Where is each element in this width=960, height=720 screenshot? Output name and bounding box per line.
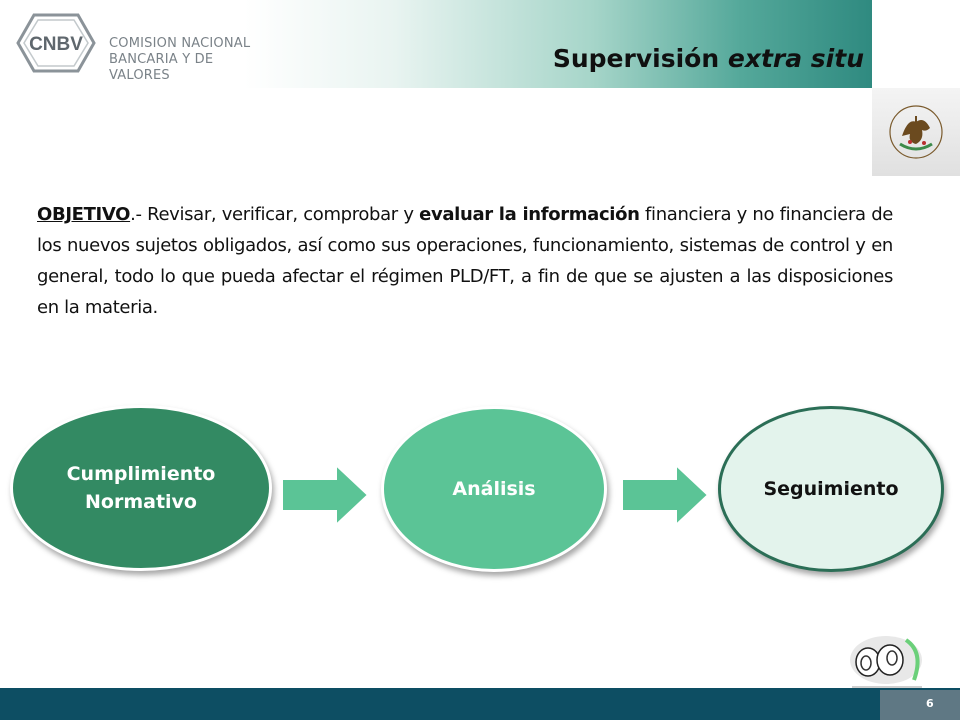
step-seguimiento (718, 406, 944, 572)
arrow-right-icon (280, 463, 370, 527)
objective-paragraph (37, 199, 893, 323)
org-name (109, 36, 276, 84)
cnbv-logo (16, 12, 276, 83)
eyes-mascot-icon (846, 634, 936, 694)
mexico-coat-of-arms-icon (872, 88, 960, 176)
page-number-box (880, 690, 960, 720)
step-cumplimiento-normativo (10, 405, 272, 571)
slide-title-main: Supervisión (552, 44, 720, 73)
org-name-line1: COMISION NACIONAL (109, 36, 251, 51)
logo-abbrev: CNBV (29, 34, 83, 55)
process-flow (0, 395, 960, 585)
cnbv-hexagon-icon (16, 12, 96, 74)
slide-title (553, 44, 864, 73)
slide-title-italic: extra situ (727, 44, 864, 73)
arrow-right-icon (620, 463, 710, 527)
step3-label: Seguimiento (763, 478, 899, 500)
objective-text-bold: evaluar la información (419, 204, 640, 225)
footer-bar (0, 688, 960, 720)
step2-label: Análisis (452, 478, 536, 500)
step1-line1: Cumplimiento (66, 463, 216, 485)
objective-label: OBJETIVO (37, 204, 131, 225)
objective-text-part2: financiera y no financiera de los nuevos sujetos obligados, así como sus operaciones, funcionamiento, sistemas de control y en general, todo lo que pueda afectar el régimen PLD/FT, a fin de que se ajusten a las disposiciones en la materia. (37, 204, 893, 318)
step1-line2: Normativo (85, 491, 197, 513)
step-analisis (381, 406, 607, 572)
org-name-line2: BANCARIA Y DE VALORES (109, 52, 214, 83)
page-number: 6 (926, 697, 934, 710)
objective-text-part1: .- Revisar, verificar, comprobar y (130, 204, 420, 225)
